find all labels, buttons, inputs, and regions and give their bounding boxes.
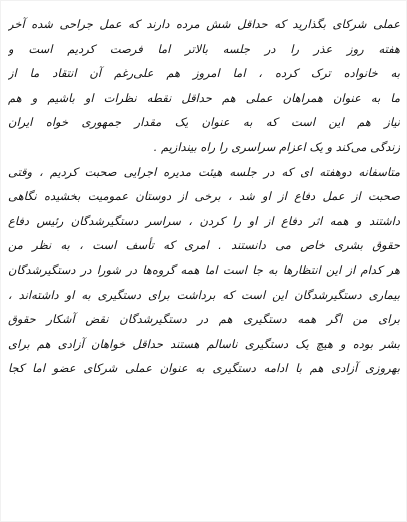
text-line-7: متاسفانه دوهفته ای که در جلسه هیئت مدیره اجرایی صحبت کردیم ، وقتی (8, 164, 400, 179)
text-line-15: بهروزی آزادی هم با ادامه دستگیری به عنوان عملی شرکای عضو اما کجا (8, 361, 400, 376)
text-line-12: بیماری دستگیرشدگان این است که برداشت برای دستگیری به او داشته‌اند ، (8, 287, 400, 302)
handwritten-text (8, 12, 400, 381)
text-line-14: بشر بوده و هیچ یک دستگیری ناسالم هستند حداقل خواهان آزادی هم برای (8, 336, 400, 351)
text-line-3: به خانواده ترک کرده ، اما امروز هم علی‌رغم آن انتقاد ما از (8, 66, 400, 81)
text-line-8: صحبت از عمل دفاع از او شد ، برخی از دوستان عمومیت بخشیده نگاهی (8, 189, 400, 204)
text-line-1: عملی شرکای بگذارید که حداقل شش مرده دارند که عمل جراحی شده آخر (8, 17, 400, 31)
text-line-10: حقوق بشری خاص می دانستند . امری که تأسف است ، به نظر من (8, 238, 400, 253)
text-line-9: داشتند و همه اثر دفاع از او را کردن ، سراسر دستگیرشدگان رئیس دفاع (8, 213, 400, 228)
text-line-2: هفته روز عذر را در جلسه بالاتر اما فرصت کردیم است و (8, 41, 400, 56)
text-line-11: هر کدام از این انتظارها به جا است اما همه گروه‌ها در شورا در دستگیرشدگان (8, 262, 400, 277)
text-line-13: برای من اگر همه دستگیری هم در دستگیرشدگان نقض آشکار حقوق (8, 312, 400, 327)
text-line-4: ما به عنوان همراهان عملی هم حداقل نقطه نظرات او باشیم و هم (8, 90, 400, 105)
text-line-6: زندگی می‌کند و یک اعزام سراسری را راه بیندازیم . (153, 139, 400, 154)
text-line-5: نیاز هم این است که به عنوان یک مقدار جمهوری خواه ایران (8, 115, 400, 130)
